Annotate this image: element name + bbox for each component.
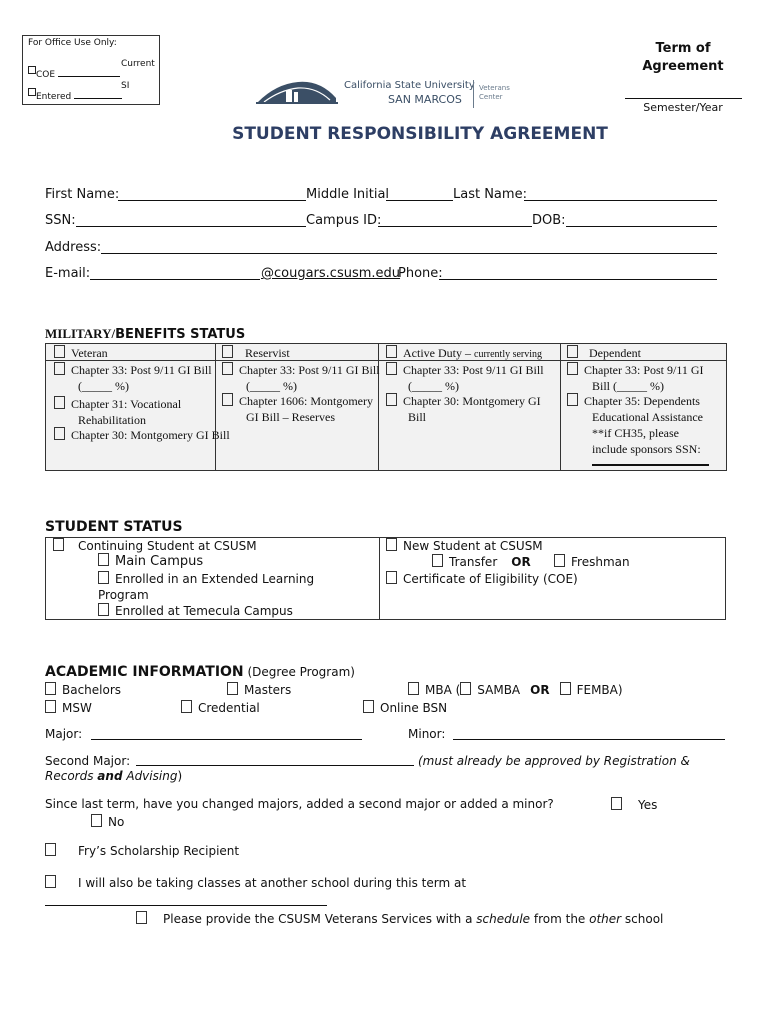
no-option[interactable]: No <box>91 814 124 829</box>
semester-year-field[interactable] <box>625 98 742 99</box>
department-line2: Center <box>479 93 503 101</box>
second-major-note-cont: Records and Advising) <box>45 769 183 783</box>
minor-label: Minor: <box>408 727 446 741</box>
credential-option[interactable]: Credential <box>181 700 260 715</box>
page-title: STUDENT RESPONSIBILITY AGREEMENT <box>232 124 608 144</box>
first-name-field[interactable] <box>118 200 306 201</box>
yes-option[interactable]: Yes <box>611 797 657 812</box>
department-line1: Veterans <box>479 84 510 92</box>
military-col-divider-3 <box>560 343 561 470</box>
middle-initial-field[interactable] <box>386 200 453 201</box>
dependent-ch33-option[interactable]: Chapter 33: Post 9/11 GI Bill (_____ %) <box>567 362 717 394</box>
phone-field[interactable] <box>439 279 717 280</box>
second-major-label: Second Major: <box>45 754 131 768</box>
first-name-label: First Name: <box>45 187 120 202</box>
second-major-field[interactable] <box>136 765 414 766</box>
email-field[interactable] <box>90 279 260 280</box>
last-name-label: Last Name: <box>453 187 527 202</box>
freshman-option[interactable]: Freshman <box>554 554 630 569</box>
term-title-line1: Term of <box>655 41 711 56</box>
email-label: E-mail: <box>45 266 91 281</box>
last-name-field[interactable] <box>524 200 717 201</box>
phone-label: Phone: <box>398 266 443 281</box>
online-bsn-option[interactable]: Online BSN <box>363 700 447 715</box>
changed-major-question: Since last term, have you changed majors, added a second major or added a minor? <box>45 797 554 811</box>
transfer-option[interactable]: Transfer OR <box>432 554 531 569</box>
masters-option[interactable]: Masters <box>227 682 291 697</box>
university-name-line1: California State University <box>344 80 475 91</box>
dependent-option[interactable]: Dependent <box>567 345 641 361</box>
reservist-option[interactable]: Reservist <box>222 345 290 361</box>
other-school-option[interactable]: I will also be taking classes at another school during this term at <box>45 875 466 890</box>
reservist-ch1606-option[interactable]: Chapter 1606: Montgomery GI Bill – Reserves <box>222 393 386 425</box>
ssn-field[interactable] <box>76 226 306 227</box>
main-campus-option[interactable]: Main Campus <box>98 553 203 569</box>
entered-label: Entered <box>36 92 122 102</box>
student-status-divider <box>379 537 380 619</box>
term-title-line2: Agreement <box>642 59 724 74</box>
continuing-student-option[interactable]: Continuing Student at CSUSM <box>53 538 257 553</box>
middle-initial-label: Middle Initial <box>306 187 390 202</box>
msw-option[interactable]: MSW <box>45 700 92 715</box>
sponsor-ssn-field[interactable] <box>592 464 709 466</box>
frys-scholarship-option[interactable]: Fry’s Scholarship Recipient <box>45 843 239 858</box>
new-student-option[interactable]: New Student at CSUSM <box>386 538 543 553</box>
mba-option[interactable]: MBA ( SAMBA OR FEMBA) <box>408 682 623 697</box>
ssn-label: SSN: <box>45 213 76 228</box>
office-use-title: For Office Use Only: <box>28 38 117 48</box>
active-ch30-option[interactable]: Chapter 30: Montgomery GI Bill <box>386 393 558 425</box>
dob-field[interactable] <box>566 226 717 227</box>
campus-id-field[interactable] <box>378 226 532 227</box>
major-label: Major: <box>45 727 83 741</box>
active-ch33-option[interactable]: Chapter 33: Post 9/11 GI Bill (_____ %) <box>386 362 558 394</box>
university-logo-icon <box>256 78 338 106</box>
veteran-option[interactable]: Veteran <box>54 345 108 361</box>
extended-learning-option[interactable]: Enrolled in an Extended Learning Program <box>98 572 315 602</box>
academic-heading: ACADEMIC INFORMATION (Degree Program) <box>45 664 355 680</box>
veteran-ch31-option[interactable]: Chapter 31: Vocational Rehabilitation <box>54 396 233 428</box>
university-name-line2: SAN MARCOS <box>388 93 462 106</box>
campus-id-label: Campus ID: <box>306 213 382 228</box>
other-school-field[interactable] <box>45 905 327 906</box>
temecula-option[interactable]: Enrolled at Temecula Campus <box>98 603 293 618</box>
semester-year-label: Semester/Year <box>643 101 723 114</box>
address-field[interactable] <box>101 253 717 254</box>
address-label: Address: <box>45 240 102 255</box>
email-domain: @cougars.csusm.edu <box>261 266 401 281</box>
reservist-ch33-option[interactable]: Chapter 33: Post 9/11 GI Bill (_____ %) <box>222 362 386 394</box>
military-heading: MILITARY/BENEFITS STATUS <box>45 326 246 342</box>
bachelors-option[interactable]: Bachelors <box>45 682 121 697</box>
coe-label: COE <box>36 70 120 80</box>
active-duty-option[interactable]: Active Duty – currently serving <box>386 345 542 363</box>
current-label: Current <box>121 59 155 69</box>
dob-label: DOB: <box>532 213 566 228</box>
major-field[interactable] <box>91 739 362 740</box>
dependent-ch35-option[interactable]: Chapter 35: Dependents Educational Assistance **if CH35, please include sponsors SSN: <box>567 393 717 457</box>
veteran-ch33-option[interactable]: Chapter 33: Post 9/11 GI Bill (_____ %) <box>54 362 233 394</box>
second-major-note: (must already be approved by Registration & <box>418 754 690 768</box>
si-label: SI <box>121 81 130 91</box>
student-status-heading: STUDENT STATUS <box>45 519 183 535</box>
minor-field[interactable] <box>453 739 725 740</box>
veteran-ch30-option[interactable]: Chapter 30: Montgomery GI Bill <box>54 427 233 443</box>
provide-schedule-note: Please provide the CSUSM Veterans Services with a schedule from the other school <box>136 911 663 926</box>
logo-divider <box>473 80 474 108</box>
coe-option[interactable]: Certificate of Eligibility (COE) <box>386 571 578 586</box>
